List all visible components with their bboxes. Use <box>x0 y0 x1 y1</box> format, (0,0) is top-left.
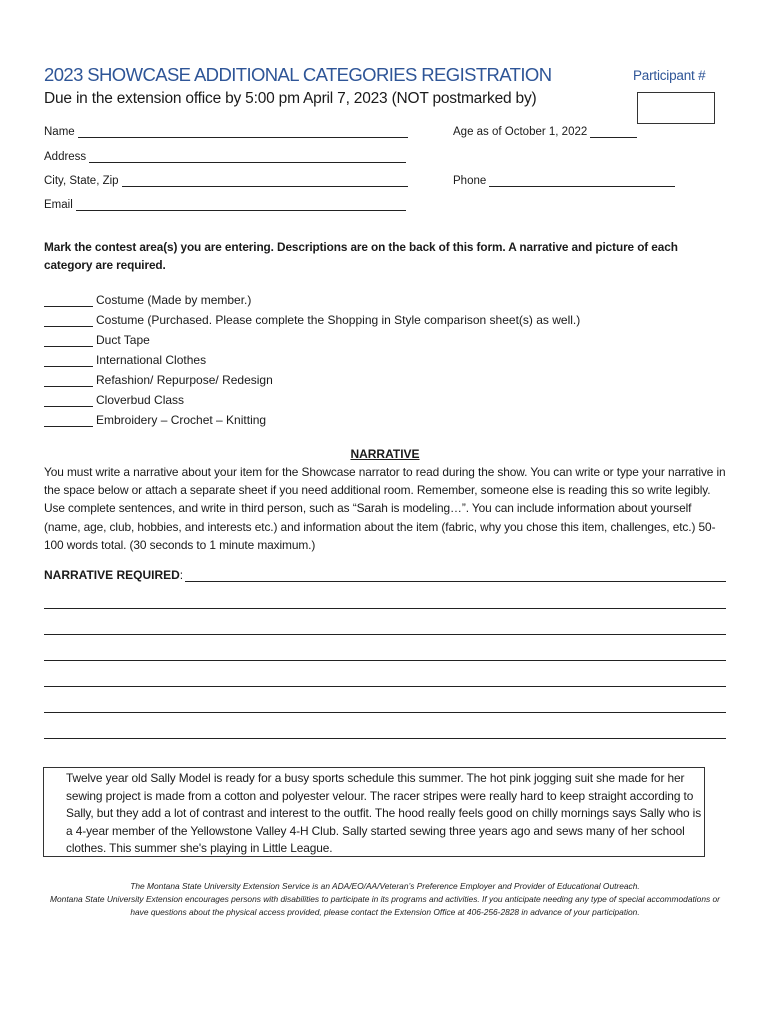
category-check-line[interactable] <box>44 372 93 387</box>
city-state-zip-label: City, State, Zip <box>44 175 119 187</box>
category-check-line[interactable] <box>44 292 93 307</box>
category-item[interactable] <box>44 290 580 310</box>
narrative-instructions: You must write a narrative about your item for the Showcase narrator to read during the show. You can write or type your narrative in the space below or attach a separate sheet if you need additional room. Remember, someone else is reading this so write legibly. Use complete sentences, and write in third person, such as “Sarah is modeling…”. You can include information about yourself (name, age, club, hobbies, and interests etc.) and information about the item (fabric, why you chose this item, challenges, etc.) 50-100 words total. (30 seconds to 1 minute maximum.) <box>44 465 726 552</box>
category-item[interactable] <box>44 390 580 410</box>
category-check-line[interactable] <box>44 392 93 407</box>
category-label: Embroidery – Crochet – Knitting <box>96 413 267 427</box>
category-label: Costume (Purchased. Please complete the Shopping in Style comparison sheet(s) as well.) <box>96 313 581 327</box>
phone-field[interactable] <box>453 174 675 187</box>
category-label: International Clothes <box>96 353 207 367</box>
category-list <box>44 290 580 430</box>
narrative-heading-text: NARRATIVE <box>350 447 420 461</box>
city-state-zip-field[interactable] <box>44 174 408 187</box>
narrative-line[interactable] <box>44 738 726 739</box>
participant-number-box[interactable] <box>637 92 715 124</box>
narrative-required-label: NARRATIVE REQUIRED <box>44 568 180 582</box>
name-label: Name <box>44 126 75 138</box>
age-line[interactable] <box>590 125 637 138</box>
email-label: Email <box>44 199 73 211</box>
narrative-required-colon: : <box>179 568 184 582</box>
category-item[interactable] <box>44 370 580 390</box>
category-label: Cloverbud Class <box>96 393 185 407</box>
form-title: 2023 SHOWCASE ADDITIONAL CATEGORIES REGISTRATION <box>44 64 552 85</box>
email-line[interactable] <box>76 198 406 211</box>
phone-line[interactable] <box>489 174 675 187</box>
due-date-text: Due in the extension office by 5:00 pm April 7, 2023 (NOT postmarked by) <box>44 90 537 107</box>
footer-line-1: The Montana State University Extension Service is an ADA/EO/AA/Veteran’s Preference Employer and Provider of Educational Outreach. <box>130 881 640 891</box>
category-check-line[interactable] <box>44 412 93 427</box>
category-item[interactable] <box>44 350 580 370</box>
narrative-line[interactable] <box>44 634 726 635</box>
example-narrative-text: Twelve year old Sally Model is ready for a busy sports schedule this summer. The hot pink jogging suit she made for her sewing project is made from a cotton and polyester velour. The racer stripes were really hard to keep straight according to Sally, but they add a lot of contrast and interest to the outfit. The hood really feels good on chilly mornings says Sally who is a 4-year member of the Yellowstone Valley 4-H Club. Sally started sewing three years ago and sews many of her school clothes. This summer she's playing in Little League. <box>66 771 702 855</box>
address-line[interactable] <box>89 150 406 163</box>
category-label: Costume (Made by member.) <box>96 293 252 307</box>
age-field[interactable] <box>453 125 637 138</box>
email-field[interactable] <box>44 198 406 211</box>
name-line[interactable] <box>78 125 408 138</box>
category-item[interactable] <box>44 330 580 350</box>
narrative-line[interactable] <box>185 569 726 582</box>
name-field[interactable] <box>44 125 408 138</box>
narrative-line[interactable] <box>44 712 726 713</box>
narrative-heading <box>0 447 770 461</box>
address-label: Address <box>44 151 87 163</box>
narrative-line[interactable] <box>44 660 726 661</box>
category-item[interactable] <box>44 310 580 330</box>
contest-instructions: Mark the contest area(s) you are entering. Descriptions are on the back of this form. A narrative and picture of each category are required. <box>44 240 678 272</box>
category-check-line[interactable] <box>44 312 93 327</box>
narrative-required-field[interactable] <box>44 568 726 582</box>
phone-label: Phone <box>453 175 487 187</box>
participant-number-label: Participant # <box>633 68 706 83</box>
address-field[interactable] <box>44 150 406 163</box>
category-check-line[interactable] <box>44 332 93 347</box>
narrative-line[interactable] <box>44 608 726 609</box>
category-item[interactable] <box>44 410 580 430</box>
age-label: Age as of October 1, 2022 <box>453 126 588 138</box>
category-label: Refashion/ Repurpose/ Redesign <box>96 373 273 387</box>
narrative-line[interactable] <box>44 686 726 687</box>
category-check-line[interactable] <box>44 352 93 367</box>
city-state-zip-line[interactable] <box>122 174 408 187</box>
footer-disclaimer <box>40 880 730 919</box>
category-label: Duct Tape <box>96 333 150 347</box>
footer-line-2: Montana State University Extension encourages persons with disabilities to participate in its programs and activities. If you anticipate needing any type of special accommodations or have questions about the physical access provided, please contact the Extension Office at 406-256-2828 in advance of your participation. <box>50 894 720 917</box>
